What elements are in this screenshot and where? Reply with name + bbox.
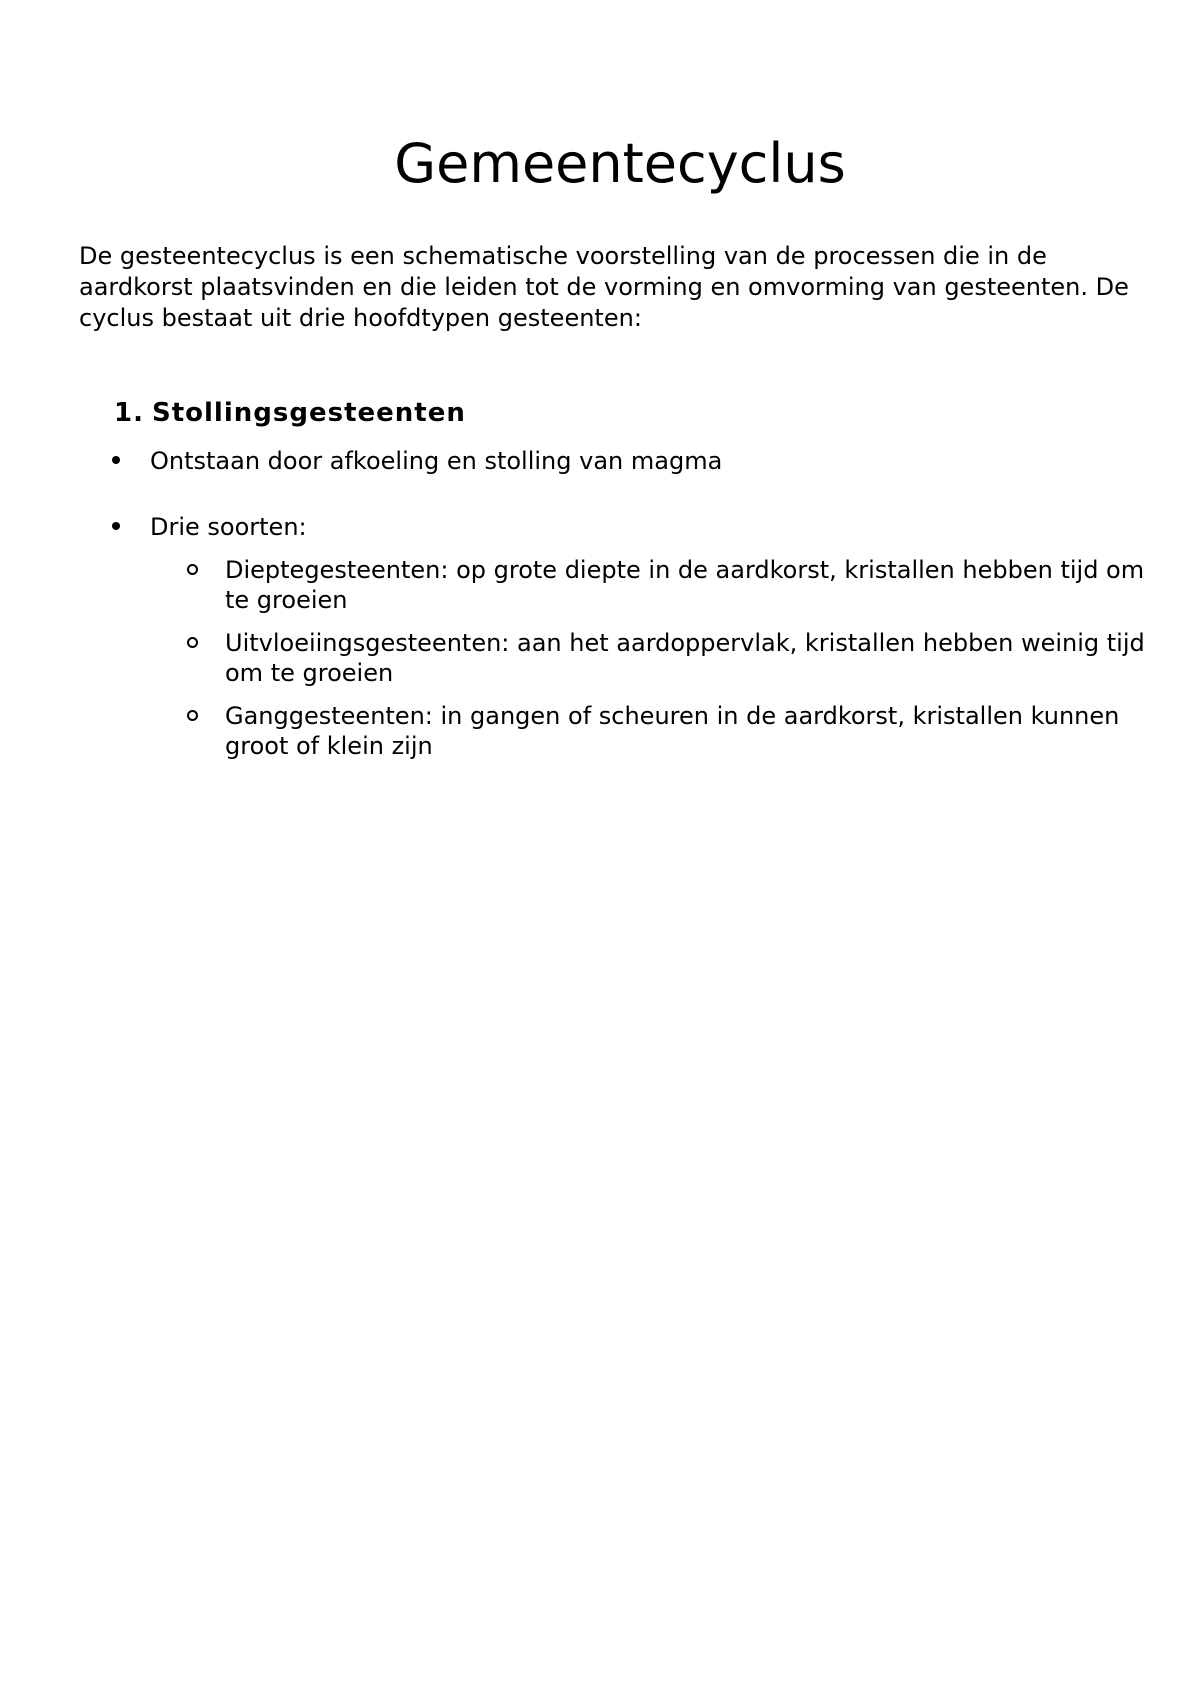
sub-list-text: Uitvloeiingsgesteenten: aan het aardoppervlak, kristallen hebben weinig tijd om te groeien bbox=[225, 629, 1145, 687]
sub-list-item bbox=[187, 701, 1147, 761]
circle-bullet-icon bbox=[187, 564, 198, 575]
sub-list-item bbox=[187, 555, 1147, 615]
section-heading-text: Stollingsgesteenten bbox=[152, 398, 466, 428]
bullet-icon bbox=[112, 522, 120, 530]
circle-bullet-icon bbox=[187, 710, 198, 721]
document-title: Gemeentecyclus bbox=[394, 132, 846, 195]
bullet-icon bbox=[112, 456, 120, 464]
section-number: 1. bbox=[114, 398, 144, 428]
bullet-text: Ontstaan door afkoeling en stolling van magma bbox=[150, 447, 723, 475]
sub-list-text: Dieptegesteenten: op grote diepte in de aardkorst, kristallen hebben tijd om te groeien bbox=[225, 556, 1145, 614]
circle-bullet-icon bbox=[187, 637, 198, 648]
sub-list-item bbox=[187, 628, 1147, 688]
bullet-text: Drie soorten: bbox=[150, 513, 307, 541]
sub-list-text: Ganggesteenten: in gangen of scheuren in de aardkorst, kristallen kunnen groot of klein zijn bbox=[225, 702, 1120, 760]
section-heading bbox=[114, 396, 466, 430]
bullet-item bbox=[112, 512, 307, 542]
intro-paragraph: De gesteentecyclus is een schematische voorstelling van de processen die in de aardkorst plaatsvinden en die leiden tot de vorming en omvorming van gesteenten. De cyclus bestaat uit drie hoofdtypen gesteenten: bbox=[79, 242, 1129, 332]
bullet-item bbox=[112, 446, 722, 476]
